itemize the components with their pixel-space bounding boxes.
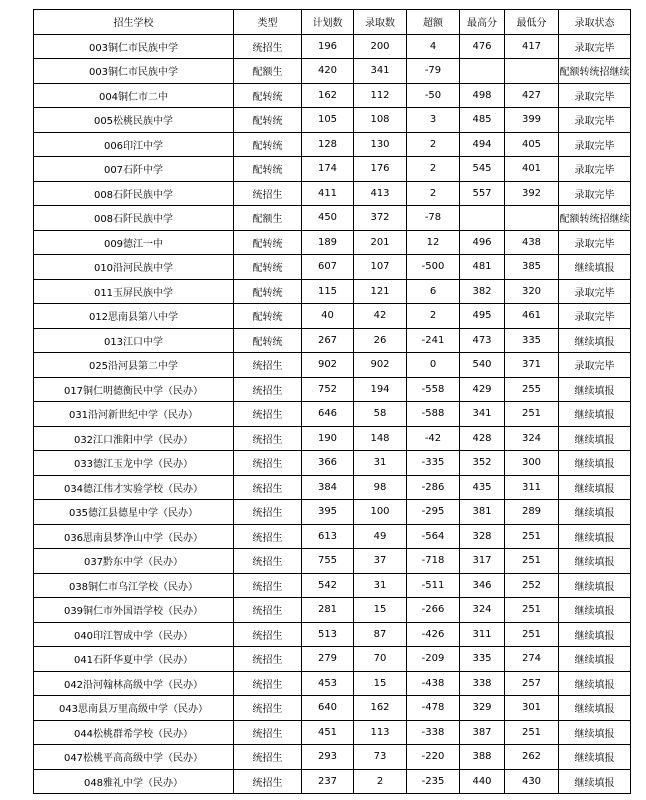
cell-admitted: 49 bbox=[354, 524, 407, 549]
cell-max-score: 494 bbox=[460, 132, 505, 157]
cell-type: 统招生 bbox=[234, 34, 302, 59]
cell-excess: -335 bbox=[407, 451, 460, 476]
cell-school: 033德江玉龙中学（民办） bbox=[34, 451, 234, 476]
table-row bbox=[34, 402, 631, 427]
cell-max-score: 317 bbox=[460, 549, 505, 574]
cell-min-score: 335 bbox=[505, 328, 559, 353]
cell-excess: -564 bbox=[407, 524, 460, 549]
cell-excess: -266 bbox=[407, 598, 460, 623]
cell-school: 010沿河民族中学 bbox=[34, 255, 234, 280]
table-row bbox=[34, 671, 631, 696]
cell-status: 继续填报 bbox=[559, 377, 631, 402]
cell-plan: 411 bbox=[302, 181, 354, 206]
cell-min-score: 385 bbox=[505, 255, 559, 280]
cell-excess: -241 bbox=[407, 328, 460, 353]
cell-admitted: 98 bbox=[354, 475, 407, 500]
cell-type: 配转统 bbox=[234, 83, 302, 108]
table-row bbox=[34, 647, 631, 672]
cell-type: 统招生 bbox=[234, 475, 302, 500]
cell-school: 037黔东中学（民办） bbox=[34, 549, 234, 574]
table-row bbox=[34, 720, 631, 745]
cell-admitted: 87 bbox=[354, 622, 407, 647]
cell-status: 继续填报 bbox=[559, 549, 631, 574]
cell-type: 配转统 bbox=[234, 230, 302, 255]
cell-max-score bbox=[460, 59, 505, 84]
cell-school: 032江口淮阳中学（民办） bbox=[34, 426, 234, 451]
cell-type: 统招生 bbox=[234, 377, 302, 402]
cell-status: 继续填报 bbox=[559, 255, 631, 280]
table-row bbox=[34, 157, 631, 182]
cell-min-score: 300 bbox=[505, 451, 559, 476]
cell-school: 047松桃平高高级中学（民办） bbox=[34, 745, 234, 770]
cell-school: 004铜仁市二中 bbox=[34, 83, 234, 108]
cell-status: 继续填报 bbox=[559, 475, 631, 500]
column-header-admitted: 录取数 bbox=[354, 10, 407, 35]
cell-status: 录取完毕 bbox=[559, 108, 631, 133]
table-row bbox=[34, 769, 631, 794]
cell-min-score: 430 bbox=[505, 769, 559, 794]
cell-school: 038铜仁市乌江学校（民办） bbox=[34, 573, 234, 598]
cell-status: 录取完毕 bbox=[559, 353, 631, 378]
cell-plan: 174 bbox=[302, 157, 354, 182]
cell-plan: 752 bbox=[302, 377, 354, 402]
cell-min-score: 257 bbox=[505, 671, 559, 696]
table-row bbox=[34, 622, 631, 647]
cell-plan: 513 bbox=[302, 622, 354, 647]
cell-min-score: 320 bbox=[505, 279, 559, 304]
cell-school: 031沿河新世纪中学（民办） bbox=[34, 402, 234, 427]
cell-type: 统招生 bbox=[234, 353, 302, 378]
cell-type: 统招生 bbox=[234, 720, 302, 745]
cell-plan: 189 bbox=[302, 230, 354, 255]
cell-excess: -588 bbox=[407, 402, 460, 427]
cell-type: 统招生 bbox=[234, 745, 302, 770]
cell-admitted: 108 bbox=[354, 108, 407, 133]
cell-admitted: 194 bbox=[354, 377, 407, 402]
cell-plan: 279 bbox=[302, 647, 354, 672]
cell-min-score bbox=[505, 206, 559, 231]
cell-max-score: 496 bbox=[460, 230, 505, 255]
cell-max-score: 557 bbox=[460, 181, 505, 206]
cell-status: 录取完毕 bbox=[559, 181, 631, 206]
cell-max-score: 481 bbox=[460, 255, 505, 280]
table-row bbox=[34, 328, 631, 353]
table-row bbox=[34, 59, 631, 84]
cell-school: 003铜仁市民族中学 bbox=[34, 34, 234, 59]
cell-max-score: 545 bbox=[460, 157, 505, 182]
cell-max-score: 346 bbox=[460, 573, 505, 598]
table-row bbox=[34, 279, 631, 304]
table-row bbox=[34, 598, 631, 623]
cell-type: 统招生 bbox=[234, 622, 302, 647]
cell-plan: 646 bbox=[302, 402, 354, 427]
cell-admitted: 37 bbox=[354, 549, 407, 574]
cell-max-score: 338 bbox=[460, 671, 505, 696]
column-header-school: 招生学校 bbox=[34, 10, 234, 35]
cell-admitted: 372 bbox=[354, 206, 407, 231]
cell-admitted: 113 bbox=[354, 720, 407, 745]
cell-type: 统招生 bbox=[234, 769, 302, 794]
cell-excess: -220 bbox=[407, 745, 460, 770]
cell-plan: 115 bbox=[302, 279, 354, 304]
cell-school: 025沿河县第二中学 bbox=[34, 353, 234, 378]
column-header-excess: 超额 bbox=[407, 10, 460, 35]
cell-plan: 128 bbox=[302, 132, 354, 157]
cell-status: 继续填报 bbox=[559, 720, 631, 745]
cell-admitted: 148 bbox=[354, 426, 407, 451]
cell-status: 继续填报 bbox=[559, 647, 631, 672]
cell-excess: -500 bbox=[407, 255, 460, 280]
cell-min-score: 274 bbox=[505, 647, 559, 672]
cell-max-score: 324 bbox=[460, 598, 505, 623]
table-row bbox=[34, 475, 631, 500]
cell-admitted: 58 bbox=[354, 402, 407, 427]
cell-plan: 450 bbox=[302, 206, 354, 231]
cell-status: 继续填报 bbox=[559, 671, 631, 696]
cell-excess: 3 bbox=[407, 108, 460, 133]
cell-min-score: 392 bbox=[505, 181, 559, 206]
cell-plan: 293 bbox=[302, 745, 354, 770]
cell-plan: 395 bbox=[302, 500, 354, 525]
cell-plan: 190 bbox=[302, 426, 354, 451]
table-row bbox=[34, 34, 631, 59]
cell-max-score: 435 bbox=[460, 475, 505, 500]
cell-min-score: 301 bbox=[505, 696, 559, 721]
cell-max-score: 329 bbox=[460, 696, 505, 721]
table-row bbox=[34, 353, 631, 378]
cell-admitted: 100 bbox=[354, 500, 407, 525]
cell-max-score: 428 bbox=[460, 426, 505, 451]
cell-status: 继续填报 bbox=[559, 598, 631, 623]
cell-plan: 196 bbox=[302, 34, 354, 59]
table-row bbox=[34, 451, 631, 476]
cell-type: 配转统 bbox=[234, 157, 302, 182]
cell-max-score: 429 bbox=[460, 377, 505, 402]
table-row bbox=[34, 206, 631, 231]
cell-max-score: 341 bbox=[460, 402, 505, 427]
cell-min-score: 401 bbox=[505, 157, 559, 182]
cell-school: 043思南县万里高级中学（民办） bbox=[34, 696, 234, 721]
table-row bbox=[34, 500, 631, 525]
cell-admitted: 26 bbox=[354, 328, 407, 353]
table-row bbox=[34, 132, 631, 157]
cell-min-score: 427 bbox=[505, 83, 559, 108]
cell-excess: -718 bbox=[407, 549, 460, 574]
cell-excess: 0 bbox=[407, 353, 460, 378]
cell-min-score: 251 bbox=[505, 549, 559, 574]
cell-status: 继续填报 bbox=[559, 573, 631, 598]
cell-school: 006印江中学 bbox=[34, 132, 234, 157]
cell-max-score bbox=[460, 206, 505, 231]
cell-status: 继续填报 bbox=[559, 451, 631, 476]
cell-type: 统招生 bbox=[234, 181, 302, 206]
cell-plan: 105 bbox=[302, 108, 354, 133]
cell-admitted: 413 bbox=[354, 181, 407, 206]
table-body bbox=[34, 34, 631, 794]
cell-admitted: 42 bbox=[354, 304, 407, 329]
cell-max-score: 485 bbox=[460, 108, 505, 133]
cell-type: 统招生 bbox=[234, 426, 302, 451]
cell-school: 007石阡中学 bbox=[34, 157, 234, 182]
cell-max-score: 387 bbox=[460, 720, 505, 745]
cell-type: 统招生 bbox=[234, 647, 302, 672]
column-header-type: 类型 bbox=[234, 10, 302, 35]
cell-min-score: 251 bbox=[505, 402, 559, 427]
cell-excess: 12 bbox=[407, 230, 460, 255]
cell-type: 统招生 bbox=[234, 671, 302, 696]
cell-plan: 607 bbox=[302, 255, 354, 280]
cell-plan: 384 bbox=[302, 475, 354, 500]
cell-min-score: 251 bbox=[505, 524, 559, 549]
cell-type: 配额生 bbox=[234, 59, 302, 84]
cell-admitted: 112 bbox=[354, 83, 407, 108]
cell-excess: 6 bbox=[407, 279, 460, 304]
header-row bbox=[34, 10, 631, 35]
cell-max-score: 381 bbox=[460, 500, 505, 525]
cell-excess: -209 bbox=[407, 647, 460, 672]
cell-type: 统招生 bbox=[234, 524, 302, 549]
cell-type: 配转统 bbox=[234, 255, 302, 280]
cell-excess: -558 bbox=[407, 377, 460, 402]
cell-plan: 453 bbox=[302, 671, 354, 696]
cell-type: 配额生 bbox=[234, 206, 302, 231]
cell-admitted: 15 bbox=[354, 598, 407, 623]
admission-table bbox=[33, 9, 631, 794]
cell-plan: 237 bbox=[302, 769, 354, 794]
cell-school: 044松桃群希学校（民办） bbox=[34, 720, 234, 745]
cell-admitted: 121 bbox=[354, 279, 407, 304]
cell-school: 039铜仁市外国语学校（民办） bbox=[34, 598, 234, 623]
cell-max-score: 540 bbox=[460, 353, 505, 378]
cell-type: 配转统 bbox=[234, 108, 302, 133]
cell-excess: 2 bbox=[407, 304, 460, 329]
cell-status: 录取完毕 bbox=[559, 279, 631, 304]
cell-admitted: 902 bbox=[354, 353, 407, 378]
cell-status: 配额转统招继续 bbox=[559, 206, 631, 231]
cell-status: 录取完毕 bbox=[559, 304, 631, 329]
cell-type: 统招生 bbox=[234, 696, 302, 721]
cell-status: 继续填报 bbox=[559, 696, 631, 721]
cell-status: 继续填报 bbox=[559, 524, 631, 549]
cell-admitted: 176 bbox=[354, 157, 407, 182]
cell-plan: 613 bbox=[302, 524, 354, 549]
column-header-plan: 计划数 bbox=[302, 10, 354, 35]
cell-school: 008石阡民族中学 bbox=[34, 181, 234, 206]
cell-max-score: 388 bbox=[460, 745, 505, 770]
cell-excess: -426 bbox=[407, 622, 460, 647]
cell-max-score: 311 bbox=[460, 622, 505, 647]
cell-status: 录取完毕 bbox=[559, 132, 631, 157]
cell-plan: 420 bbox=[302, 59, 354, 84]
cell-admitted: 2 bbox=[354, 769, 407, 794]
cell-admitted: 73 bbox=[354, 745, 407, 770]
cell-min-score: 289 bbox=[505, 500, 559, 525]
table-row bbox=[34, 745, 631, 770]
cell-max-score: 352 bbox=[460, 451, 505, 476]
cell-min-score: 371 bbox=[505, 353, 559, 378]
cell-school: 036思南县梦净山中学（民办） bbox=[34, 524, 234, 549]
table-row bbox=[34, 696, 631, 721]
table-row bbox=[34, 83, 631, 108]
cell-status: 录取完毕 bbox=[559, 157, 631, 182]
cell-plan: 281 bbox=[302, 598, 354, 623]
cell-plan: 640 bbox=[302, 696, 354, 721]
cell-type: 统招生 bbox=[234, 451, 302, 476]
cell-plan: 451 bbox=[302, 720, 354, 745]
cell-school: 017铜仁明德衡民中学（民办） bbox=[34, 377, 234, 402]
cell-school: 012思南县第八中学 bbox=[34, 304, 234, 329]
table-row bbox=[34, 377, 631, 402]
cell-excess: -286 bbox=[407, 475, 460, 500]
table-row bbox=[34, 524, 631, 549]
cell-max-score: 440 bbox=[460, 769, 505, 794]
cell-min-score: 417 bbox=[505, 34, 559, 59]
table-row bbox=[34, 549, 631, 574]
cell-school: 013江口中学 bbox=[34, 328, 234, 353]
cell-excess: -295 bbox=[407, 500, 460, 525]
table-row bbox=[34, 304, 631, 329]
cell-min-score: 324 bbox=[505, 426, 559, 451]
table-row bbox=[34, 181, 631, 206]
cell-type: 配转统 bbox=[234, 132, 302, 157]
cell-plan: 902 bbox=[302, 353, 354, 378]
cell-excess: -79 bbox=[407, 59, 460, 84]
table-row bbox=[34, 108, 631, 133]
table-row bbox=[34, 426, 631, 451]
cell-min-score: 461 bbox=[505, 304, 559, 329]
cell-admitted: 70 bbox=[354, 647, 407, 672]
cell-admitted: 341 bbox=[354, 59, 407, 84]
cell-status: 继续填报 bbox=[559, 622, 631, 647]
cell-status: 配额转统招继续 bbox=[559, 59, 631, 84]
cell-excess: -235 bbox=[407, 769, 460, 794]
cell-admitted: 201 bbox=[354, 230, 407, 255]
cell-school: 048雅礼中学（民办） bbox=[34, 769, 234, 794]
cell-max-score: 382 bbox=[460, 279, 505, 304]
cell-max-score: 476 bbox=[460, 34, 505, 59]
cell-excess: -50 bbox=[407, 83, 460, 108]
cell-type: 配转统 bbox=[234, 279, 302, 304]
cell-status: 继续填报 bbox=[559, 328, 631, 353]
cell-plan: 755 bbox=[302, 549, 354, 574]
cell-admitted: 31 bbox=[354, 451, 407, 476]
cell-max-score: 498 bbox=[460, 83, 505, 108]
cell-admitted: 107 bbox=[354, 255, 407, 280]
cell-status: 继续填报 bbox=[559, 745, 631, 770]
cell-school: 042沿河翰林高级中学（民办） bbox=[34, 671, 234, 696]
cell-status: 录取完毕 bbox=[559, 230, 631, 255]
cell-min-score: 311 bbox=[505, 475, 559, 500]
cell-max-score: 473 bbox=[460, 328, 505, 353]
cell-excess: 4 bbox=[407, 34, 460, 59]
cell-school: 005松桃民族中学 bbox=[34, 108, 234, 133]
cell-admitted: 162 bbox=[354, 696, 407, 721]
cell-plan: 542 bbox=[302, 573, 354, 598]
cell-type: 统招生 bbox=[234, 549, 302, 574]
cell-admitted: 15 bbox=[354, 671, 407, 696]
table-row bbox=[34, 255, 631, 280]
cell-status: 继续填报 bbox=[559, 426, 631, 451]
cell-admitted: 200 bbox=[354, 34, 407, 59]
table-row bbox=[34, 230, 631, 255]
cell-school: 008石阡民族中学 bbox=[34, 206, 234, 231]
cell-min-score: 251 bbox=[505, 598, 559, 623]
cell-excess: 2 bbox=[407, 157, 460, 182]
cell-excess: -478 bbox=[407, 696, 460, 721]
cell-min-score: 405 bbox=[505, 132, 559, 157]
cell-type: 统招生 bbox=[234, 402, 302, 427]
cell-max-score: 328 bbox=[460, 524, 505, 549]
cell-excess: -511 bbox=[407, 573, 460, 598]
cell-max-score: 335 bbox=[460, 647, 505, 672]
column-header-status: 录取状态 bbox=[559, 10, 631, 35]
cell-school: 041石阡华夏中学（民办） bbox=[34, 647, 234, 672]
cell-min-score: 251 bbox=[505, 622, 559, 647]
cell-excess: -338 bbox=[407, 720, 460, 745]
cell-type: 统招生 bbox=[234, 573, 302, 598]
cell-plan: 366 bbox=[302, 451, 354, 476]
cell-status: 录取完毕 bbox=[559, 34, 631, 59]
cell-plan: 40 bbox=[302, 304, 354, 329]
cell-admitted: 31 bbox=[354, 573, 407, 598]
cell-type: 统招生 bbox=[234, 598, 302, 623]
cell-school: 040印江智成中学（民办） bbox=[34, 622, 234, 647]
cell-status: 继续填报 bbox=[559, 402, 631, 427]
cell-school: 009德江一中 bbox=[34, 230, 234, 255]
cell-status: 录取完毕 bbox=[559, 83, 631, 108]
cell-plan: 267 bbox=[302, 328, 354, 353]
cell-type: 配转统 bbox=[234, 328, 302, 353]
cell-plan: 162 bbox=[302, 83, 354, 108]
cell-min-score: 251 bbox=[505, 720, 559, 745]
cell-min-score bbox=[505, 59, 559, 84]
cell-type: 配转统 bbox=[234, 304, 302, 329]
cell-excess: -438 bbox=[407, 671, 460, 696]
cell-admitted: 130 bbox=[354, 132, 407, 157]
cell-min-score: 399 bbox=[505, 108, 559, 133]
cell-min-score: 252 bbox=[505, 573, 559, 598]
cell-min-score: 262 bbox=[505, 745, 559, 770]
cell-min-score: 438 bbox=[505, 230, 559, 255]
admission-table-container bbox=[33, 9, 631, 794]
cell-type: 统招生 bbox=[234, 500, 302, 525]
cell-excess: -78 bbox=[407, 206, 460, 231]
cell-max-score: 495 bbox=[460, 304, 505, 329]
cell-status: 继续填报 bbox=[559, 769, 631, 794]
column-header-min-score: 最低分 bbox=[505, 10, 559, 35]
cell-school: 035德江县德星中学（民办） bbox=[34, 500, 234, 525]
cell-school: 011玉屏民族中学 bbox=[34, 279, 234, 304]
cell-excess: 2 bbox=[407, 132, 460, 157]
cell-status: 继续填报 bbox=[559, 500, 631, 525]
column-header-max-score: 最高分 bbox=[460, 10, 505, 35]
cell-school: 034德江伟才实验学校（民办） bbox=[34, 475, 234, 500]
cell-school: 003铜仁市民族中学 bbox=[34, 59, 234, 84]
cell-excess: -42 bbox=[407, 426, 460, 451]
table-row bbox=[34, 573, 631, 598]
cell-excess: 2 bbox=[407, 181, 460, 206]
cell-min-score: 255 bbox=[505, 377, 559, 402]
